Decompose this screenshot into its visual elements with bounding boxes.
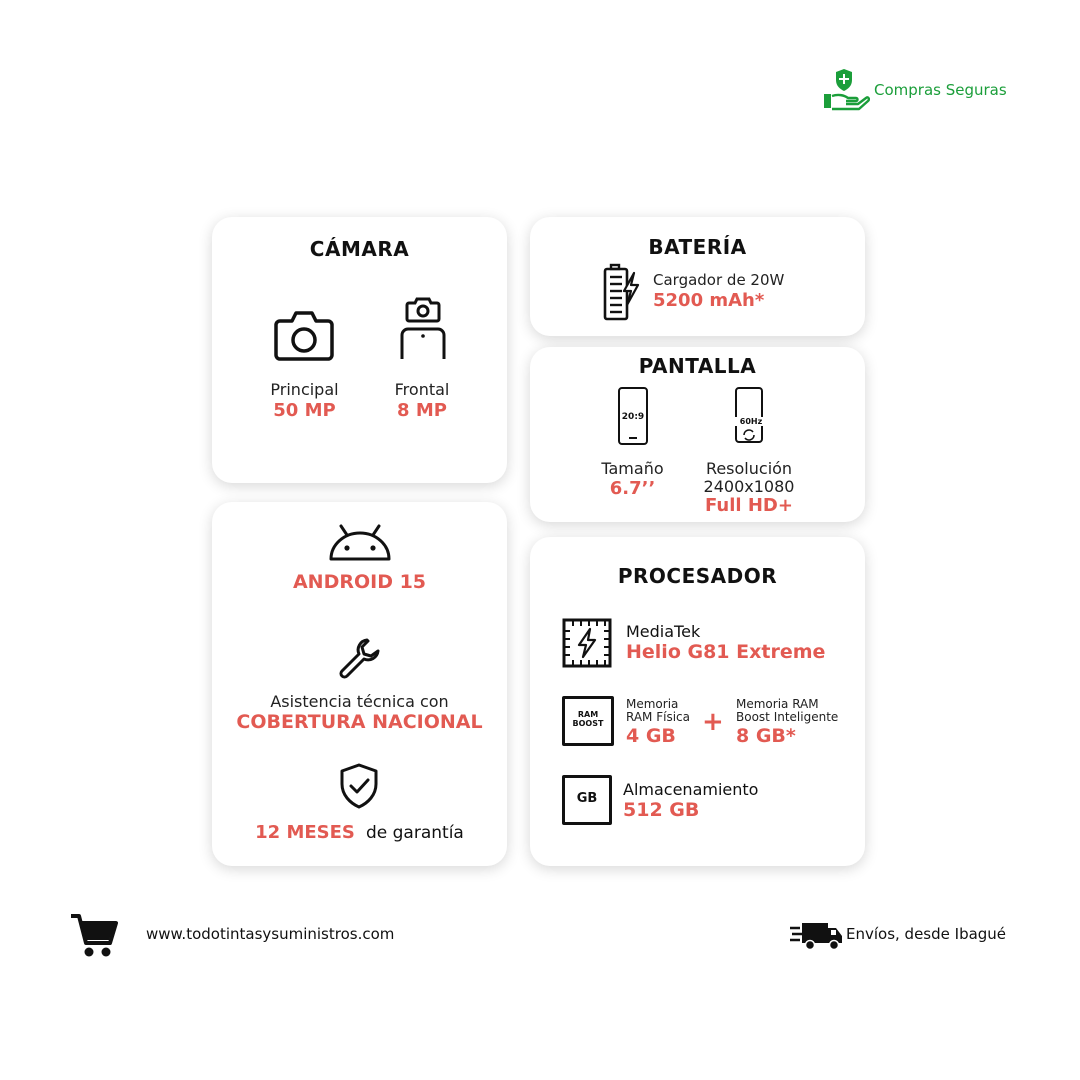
- ram-icon-text-1: RAM: [577, 710, 599, 719]
- android-icon: [327, 522, 393, 562]
- main-camera-value: 50 MP: [273, 400, 336, 421]
- support-label: Asistencia técnica con: [270, 692, 449, 711]
- battery-charging-icon: [602, 263, 640, 321]
- android-version: ANDROID 15: [292, 571, 427, 593]
- processor-title: PROCESADOR: [617, 564, 778, 588]
- system-card: [212, 502, 507, 866]
- size-label: Tamaño: [601, 459, 664, 478]
- support-value: COBERTURA NACIONAL: [236, 711, 483, 733]
- shipping-info: Envíos, desde Ibagué: [846, 925, 1007, 943]
- aspect-ratio-phone-icon: [618, 387, 648, 445]
- plus-sign: +: [702, 707, 724, 737]
- ram-boost-label-1: Memoria RAM: [736, 697, 819, 711]
- front-camera-value: 8 MP: [397, 400, 447, 421]
- screen-card: [530, 347, 865, 522]
- processor-model: Helio G81 Extreme: [626, 641, 826, 663]
- storage-label: Almacenamiento: [623, 780, 759, 799]
- resolution-quality: Full HD+: [705, 495, 793, 516]
- refresh-arrows-icon: [741, 429, 757, 441]
- storage-chip-icon: [562, 775, 612, 825]
- secure-hand-shield-icon: [822, 68, 870, 112]
- delivery-truck-icon: [790, 920, 844, 952]
- resolution-value: 2400x1080: [703, 477, 795, 496]
- ram-boost-label-2: Boost Inteligente: [736, 710, 839, 724]
- refresh-rate-text: 60Hz: [733, 417, 769, 426]
- battery-capacity: 5200 mAh*: [653, 290, 765, 311]
- storage-value: 512 GB: [623, 799, 700, 821]
- ram-chip-icon: [562, 696, 614, 746]
- screen-title: PANTALLA: [638, 354, 757, 378]
- battery-card: [530, 217, 865, 336]
- ram-physical-label-2: RAM Física: [626, 710, 691, 724]
- processor-brand: MediaTek: [626, 622, 701, 641]
- warranty-row: [212, 822, 507, 843]
- refresh-rate-phone-icon: [735, 387, 763, 443]
- aspect-ratio-text: 20:9: [621, 412, 645, 422]
- processor-card: [530, 537, 865, 866]
- ram-boost-value: 8 GB*: [736, 725, 796, 747]
- shopping-cart-icon: [70, 913, 118, 959]
- website-link[interactable]: www.todotintasysuministros.com: [146, 925, 395, 943]
- camera-title: CÁMARA: [309, 237, 410, 261]
- camera-icon: [274, 309, 334, 361]
- shield-check-icon: [338, 762, 380, 810]
- ram-icon-text-2: BOOST: [572, 719, 604, 728]
- warranty-label: de garantía: [365, 823, 464, 843]
- secure-purchase-badge: [822, 68, 1007, 112]
- main-camera-label: Principal: [270, 380, 339, 399]
- secure-label: Compras Seguras: [874, 81, 1007, 99]
- wrench-icon: [337, 636, 381, 680]
- warranty-value: 12 MESES: [255, 822, 355, 843]
- charger-label: Cargador de 20W: [653, 271, 785, 289]
- front-camera-label: Frontal: [394, 380, 450, 399]
- processor-chip-icon: [561, 617, 613, 669]
- selfie-camera-icon: [398, 295, 448, 361]
- battery-title: BATERÍA: [648, 235, 747, 259]
- storage-icon-text: GB: [576, 791, 598, 806]
- ram-physical-value: 4 GB: [626, 725, 676, 747]
- camera-card: [212, 217, 507, 483]
- size-value: 6.7’’: [609, 478, 656, 499]
- resolution-label: Resolución: [705, 459, 793, 478]
- ram-physical-label-1: Memoria: [626, 697, 679, 711]
